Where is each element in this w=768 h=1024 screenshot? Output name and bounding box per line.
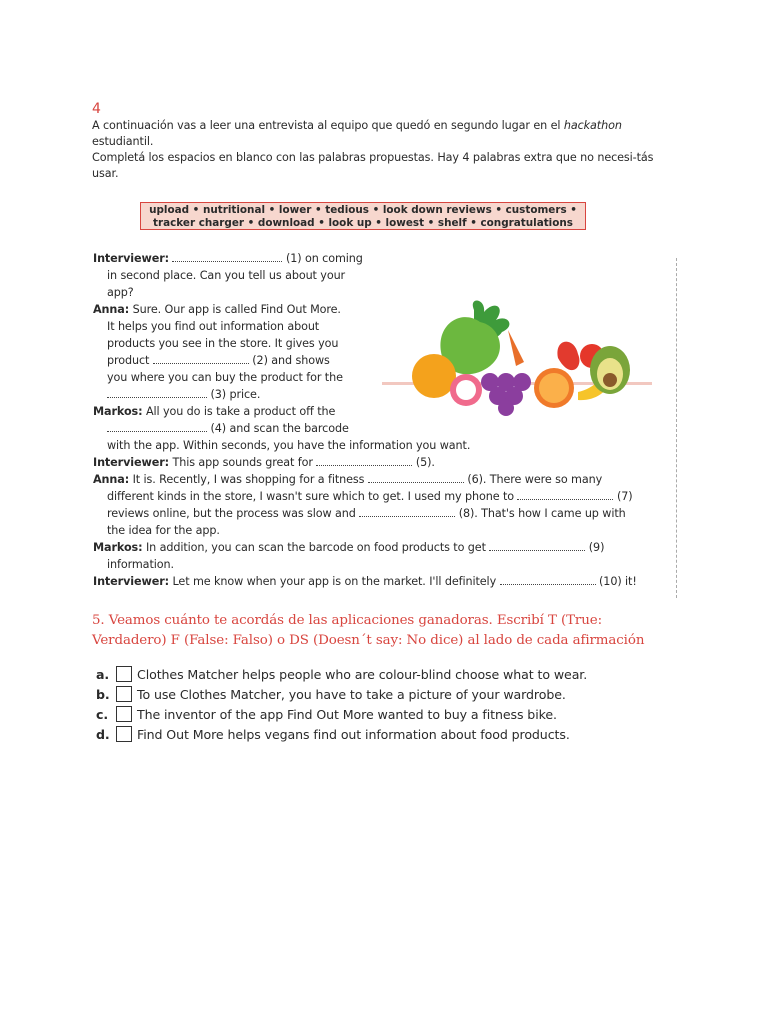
answer-checkbox[interactable]: [116, 726, 132, 742]
section5-title: 5. Veamos cuánto te acordás de las aplicaciones ganadoras. Escribí T (True: Verdadero) F (False: Falso) o DS (Doesn´t say: No dice) al lado de cada afirmación: [92, 613, 645, 648]
carrot-icon: [508, 330, 524, 366]
item-letter: a.: [96, 666, 110, 682]
true-false-list: [96, 664, 656, 744]
blank-5[interactable]: [316, 455, 412, 466]
dialogue-turn-markos: Markos: In addition, you can scan the barcode on food products to get (9) information.: [93, 541, 605, 571]
word-bank-line: tracker charger • download • look up • lowest • shelf • congratulations: [153, 217, 573, 229]
blank-4[interactable]: [107, 421, 207, 432]
blank-1[interactable]: [172, 251, 282, 262]
list-item: [96, 664, 656, 684]
answer-checkbox[interactable]: [116, 666, 132, 682]
speaker-label: Markos:: [93, 541, 143, 554]
intro-italic-word: hackathon: [563, 119, 622, 132]
dialogue-turn-interviewer: Interviewer: Let me know when your app is on the market. I'll definitely (10) it!: [93, 575, 637, 588]
item-text: The inventor of the app Find Out More wanted to buy a fitness bike.: [137, 706, 557, 722]
speaker-label: Interviewer:: [93, 575, 170, 588]
answer-checkbox[interactable]: [116, 686, 132, 702]
blank-8[interactable]: [359, 506, 455, 517]
instruction-text: Completá los espacios en blanco con las palabras propuestas. Hay 4 palabras extra que no necesi-tás usar.: [92, 151, 654, 180]
answer-checkbox[interactable]: [116, 706, 132, 722]
blank-9[interactable]: [489, 540, 585, 551]
item-letter: b.: [96, 686, 110, 702]
dialogue-turn-anna: Anna: It is. Recently, I was shopping for a fitness (6). There were so many different kinds in the store, I wasn't sure which to get. I used my phone to (7) reviews online, but the process was slow and (8). That's how I came up with the idea for the app.: [93, 473, 633, 537]
fruit-vegetables-illustration: [382, 296, 652, 416]
blank-10[interactable]: [500, 574, 596, 585]
blank-3[interactable]: [107, 387, 207, 398]
blank-2[interactable]: [153, 353, 249, 364]
blank-7[interactable]: [517, 489, 613, 500]
item-letter: d.: [96, 726, 110, 742]
list-item: [96, 724, 656, 744]
word-bank: [140, 202, 586, 230]
intro-text: A continuación vas a leer una entrevista al equipo que quedó en segundo lugar en el hackathon estudiantil.: [92, 119, 622, 148]
mango-icon: [412, 354, 456, 398]
speaker-label: Markos:: [93, 405, 143, 418]
item-text: Find Out More helps vegans find out information about food products.: [137, 726, 570, 742]
section-intro: [92, 118, 662, 182]
speaker-label: Anna:: [93, 303, 130, 316]
speaker-label: Interviewer:: [93, 252, 170, 265]
dialogue-turn-interviewer: Interviewer: This app sounds great for (5).: [93, 456, 435, 469]
section-number: 4: [92, 101, 101, 117]
dialogue-turn-interviewer: Interviewer: (1) on coming in second place. Can you tell us about your app?: [93, 252, 363, 299]
item-text: Clothes Matcher helps people who are colour-blind choose what to wear.: [137, 666, 588, 682]
speaker-label: Interviewer:: [93, 456, 170, 469]
item-letter: c.: [96, 706, 109, 722]
page-edge-divider: [676, 258, 677, 598]
word-bank-line: upload • nutritional • lower • tedious • look down reviews • customers •: [149, 204, 577, 216]
blank-6[interactable]: [368, 472, 464, 483]
dialogue-turn-markos: Markos: All you do is take a product off the (4) and scan the barcode with the app. Within seconds, you have the information you want.: [93, 405, 471, 452]
item-text: To use Clothes Matcher, you have to take a picture of your wardrobe.: [137, 686, 566, 702]
dialogue-turn-anna: Anna: Sure. Our app is called Find Out More. It helps you find out information about products you see in the store. It gives you product (2) and shows you where you can buy the product for the (3) price.: [93, 303, 343, 401]
list-item: [96, 704, 656, 724]
pepper-icon: [557, 342, 579, 370]
speaker-label: Anna:: [93, 473, 130, 486]
grapes-icon: [481, 373, 531, 416]
list-item: [96, 684, 656, 704]
